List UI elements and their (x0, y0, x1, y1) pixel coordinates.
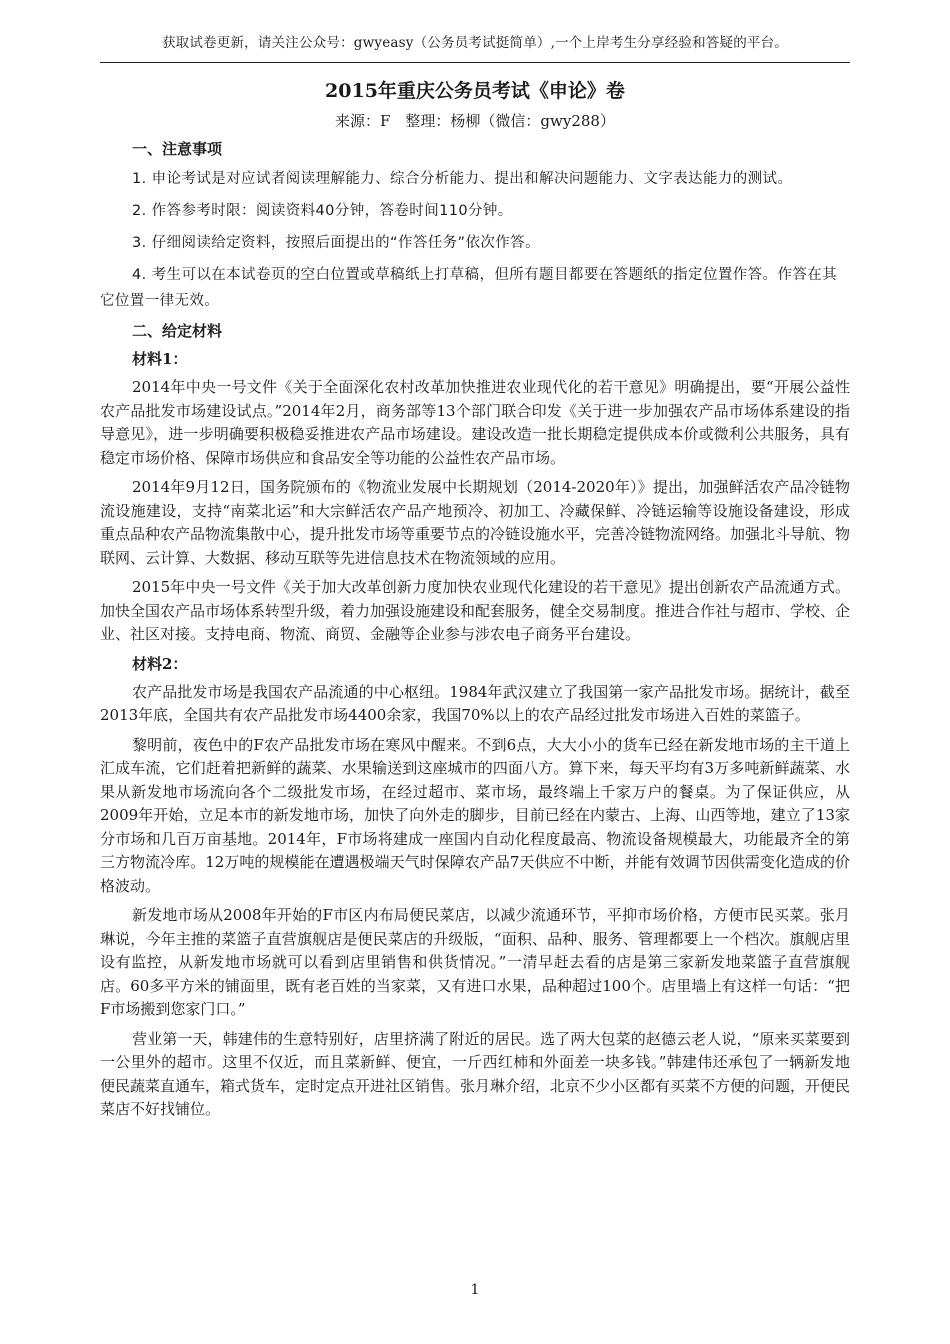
notice-item: 2. 作答参考时限：阅读资料40分钟，答卷时间110分钟。 (132, 203, 513, 219)
notice-item: 3. 仔细阅读给定资料，按照后面提出的“作答任务”依次作答。 (132, 235, 540, 251)
page-number: 1 (470, 1282, 480, 1298)
section-heading-notices: 一、注意事项 (132, 140, 223, 158)
material-2-paragraph: 新发地市场从2008年开始的F市区内布局便民菜店，以减少流通环节，平抑市场价格，方便市民买菜。张月琳说，今年主推的菜篮子直营旗舰店是便民菜店的升级版，“面积、品种、服务、管理都要上一个档次。旗舰店里设有监控，从新发地市场就可以看到店里销售和供货情况。”一清早赶去看的店是第三家新发地菜篮子直营旗舰店。60多平方米的铺面里，既有老百姓的当家菜，又有进口水果，品种超过100个。店里墙上有这样一句话：“把F市场搬到您家门口。” (100, 906, 850, 1018)
material-1-paragraph: 2015年中央一号文件《关于加大改革创新力度加快农业现代化建设的若干意见》提出创新农产品流通方式。加快全国农产品市场体系转型升级，着力加强设施建设和配套服务，健全交易制度。推进合作社与超市、学校、企业、社区对接。支持电商、物流、商贸、金融等企业参与涉农电子商务平台建设。 (100, 578, 851, 643)
material-1-paragraph: 2014年中央一号文件《关于全面深化农村改革加快推进农业现代化的若干意见》明确提出，要“开展公益性农产品批发市场建设试点。”2014年2月，商务部等13个部门联合印发《关于进一步加强农产品市场体系建设的指导意见》，进一步明确要积极稳妥推进农产品市场建设。建设改造一批长期稳定提供成本价或微利公共服务，具有稳定市场价格、保障市场供应和食品安全等功能的公益性农产品市场。 (100, 378, 850, 467)
document-body (100, 78, 850, 1128)
material-1-label: 材料1： (132, 350, 188, 368)
document-title: 2015年重庆公务员考试《申论》卷 (325, 80, 625, 102)
notice-item: 4. 考生可以在本试卷页的空白位置或草稿纸上打草稿，但所有题目都要在答题纸的指定位置作答。作答在其它位置一律无效。 (100, 267, 838, 309)
material-2-paragraph: 黎明前，夜色中的F农产品批发市场在寒风中醒来。不到6点，大大小小的货车已经在新发地市场的主干道上汇成车流，它们赶着把新鲜的蔬菜、水果输送到这座城市的四面八方。算下来，每天平均有3万多吨新鲜蔬菜、水果从新发地市场流向各个二级批发市场，在经过超市、菜市场，最终端上千家万户的餐桌。为了保证供应，从2009年开始，立足本市的新发地市场，加快了向外走的脚步，目前已经在内蒙古、上海、山西等地，建立了13家分市场和几百万亩基地。2014年，F市场将建成一座国内自动化程度最高、物流设备规模最大，功能最齐全的第三方物流冷库。12万吨的规模能在遭遇极端天气时保障农产品7天供应不中断，并能有效调节因供需变化造成的价格波动。 (100, 735, 850, 895)
material-2-paragraph: 农产品批发市场是我国农产品流通的中心枢纽。1984年武汉建立了我国第一家产品批发市场。据统计，截至2013年底，全国共有农产品批发市场4400余家，我国70%以上的农产品经过批发市场进入百姓的菜篮子。 (100, 682, 850, 724)
notice-item: 1. 申论考试是对应试者阅读理解能力、综合分析能力、提出和解决问题能力、文字表达能力的测试。 (132, 171, 793, 187)
section-heading-materials: 二、给定材料 (132, 322, 223, 340)
header-divider (100, 62, 850, 63)
header-notice: 获取试卷更新，请关注公众号：gwyeasy（公务员考试挺简单）,一个上岸考生分享经验和答疑的平台。 (161, 35, 788, 51)
material-2-paragraph: 营业第一天，韩建伟的生意特别好，店里挤满了附近的居民。选了两大包菜的赵德云老人说，“原来买菜要到一公里外的超市。这里不仅近，而且菜新鲜、便宜，一斤西红柿和外面差一块多钱。”韩建伟还承包了一辆新发地便民蔬菜直通车，箱式货车，定时定点开进社区销售。张月琳介绍，北京不少小区都有买菜不方便的问题，开便民菜店不好找铺位。 (100, 1029, 851, 1118)
document-source: 来源：F 整理：杨柳（微信：gwy288） (335, 112, 615, 130)
material-2-label: 材料2： (132, 654, 188, 673)
material-1-paragraph: 2014年9月12日，国务院颁布的《物流业发展中长期规划（2014-2020年）》提出，加强鲜活农产品冷链物流设施建设，支持“南菜北运”和大宗鲜活农产品产地预冷、初加工、冷藏保鲜、冷链运输等设施设备建设，形成重点品种农产品物流集散中心，提升批发市场等重要节点的冷链设施水平，完善冷链物流网络。加强北斗导航、物联网、云计算、大数据、移动互联等先进信息技术在物流领域的应用。 (100, 478, 851, 567)
